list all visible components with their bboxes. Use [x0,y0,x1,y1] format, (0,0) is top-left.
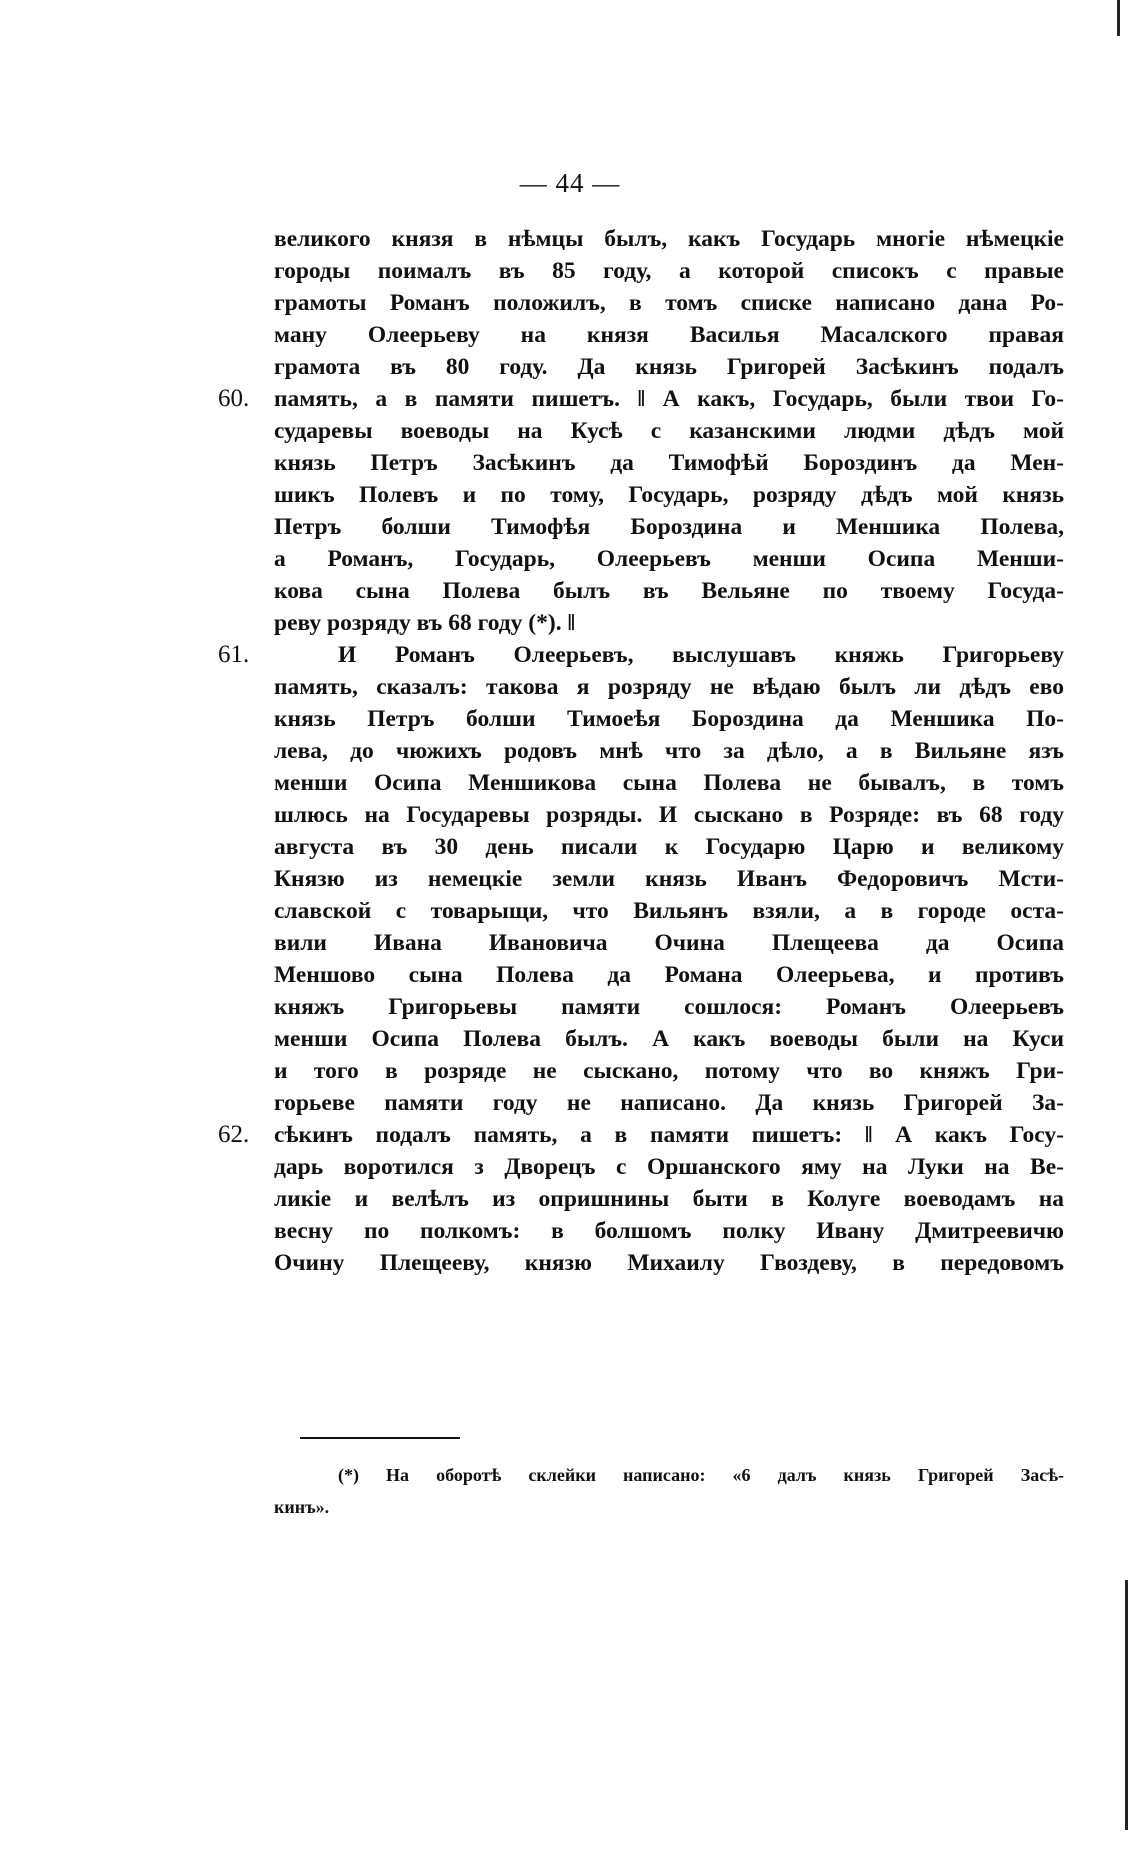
text-line: весну по полкомъ: в болшомъ полку Ивану Дмитреевичю [274,1218,1064,1244]
text-line: а Романъ, Государь, Олеерьевъ менши Осипа Менши- [274,546,1064,572]
text-line: грамота въ 80 году. Да князь Григорей Засѣкинъ подалъ [274,354,1064,380]
scan-edge-mark-bottom [1125,1580,1128,1830]
text-line: и того в розряде не сыскано, потому что во княжъ Гри- [274,1058,1064,1084]
text-line: славской с товарыщи, что Вильянъ взяли, а в городе оста- [274,898,1064,924]
text-line: И Романъ Олеерьевъ, выслушавъ княжь Григорьеву [338,642,1064,668]
text-line: Меншово сына Полева да Романа Олеерьева, и противъ [274,962,1064,988]
text-line: кова сына Полева былъ въ Вельяне по твоему Госуда- [274,578,1064,604]
text-line: шлюсь на Государевы розряды. И сыскано в Розряде: въ 68 году [274,802,1064,828]
text-line: реву розряду въ 68 году (*). ‖ [274,610,576,636]
margin-number: 61. [218,641,250,668]
text-line: грамоты Романъ положилъ, в томъ списке написано дана Ро- [274,290,1064,316]
text-line: менши Осипа Меншикова сына Полева не бывалъ, в томъ [274,770,1064,796]
text-line: шикъ Полевъ и по тому, Государь, розряду дѣдъ мой князь [274,482,1064,508]
margin-number: 60. [218,385,250,412]
text-line: Очину Плещееву, князю Михаилу Гвоздеву, в передовомъ [274,1250,1064,1276]
text-line: Князю из немецкіе земли князь Иванъ Федоровичъ Мсти- [274,866,1064,892]
text-line: великого князя в нѣмцы былъ, какъ Государь многіе нѣмецкіе [274,226,1064,252]
text-line: память, а в памяти пишетъ. ‖ А какъ, Государь, были твои Го- [274,386,1064,412]
footnote-text: кинъ». [274,1497,330,1517]
text-line: августа въ 30 день писали к Государю Царю и великому [274,834,1064,860]
footnote-text: (*) На оборотѣ склейки написано: «6 далъ князь Григорей Засѣ- [338,1465,1064,1485]
text-line: князь Петръ болши Тимоеѣя Бороздина да Меншика По- [274,706,1064,732]
text-line: Петръ болши Тимофѣя Бороздина и Меншика Полева, [274,514,1064,540]
footnote-divider [300,1437,460,1439]
text-line: менши Осипа Полева былъ. А какъ воеводы были на Куси [274,1026,1064,1052]
text-line: вили Ивана Ивановича Очина Плещеева да Осипа [274,930,1064,956]
text-line: княжъ Григорьевы памяти сошлося: Романъ Олеерьевъ [274,994,1064,1020]
text-line: городы поималъ въ 85 году, а которой списокъ с правые [274,258,1064,284]
text-line: сударевы воеводы на Кусѣ с казанскими людми дѣдъ мой [274,418,1064,444]
text-line: ману Олеерьеву на князя Василья Масалского правая [274,322,1064,348]
text-line: горьеве памяти году не написано. Да князь Григорей За- [274,1090,1064,1116]
text-line: ликіе и велѣлъ из опришнины быти в Колуге воеводамъ на [274,1186,1064,1212]
page-number: — 44 — [519,168,621,198]
text-line: лева, до чюжихъ родовъ мнѣ что за дѣло, а в Вильяне язъ [274,738,1064,764]
text-line: дарь воротился з Дворецъ с Оршанского яму на Луки на Ве- [274,1154,1064,1180]
scan-edge-mark-top [1117,0,1120,36]
text-line: сѣкинъ подалъ память, а в памяти пишетъ: ‖ А какъ Госу- [274,1122,1064,1148]
text-line: память, сказалъ: такова я розряду не вѣдаю былъ ли дѣдъ ево [274,674,1064,700]
text-line: князь Петръ Засѣкинъ да Тимофѣй Бороздинъ да Мен- [274,450,1064,476]
margin-number: 62. [218,1121,250,1148]
